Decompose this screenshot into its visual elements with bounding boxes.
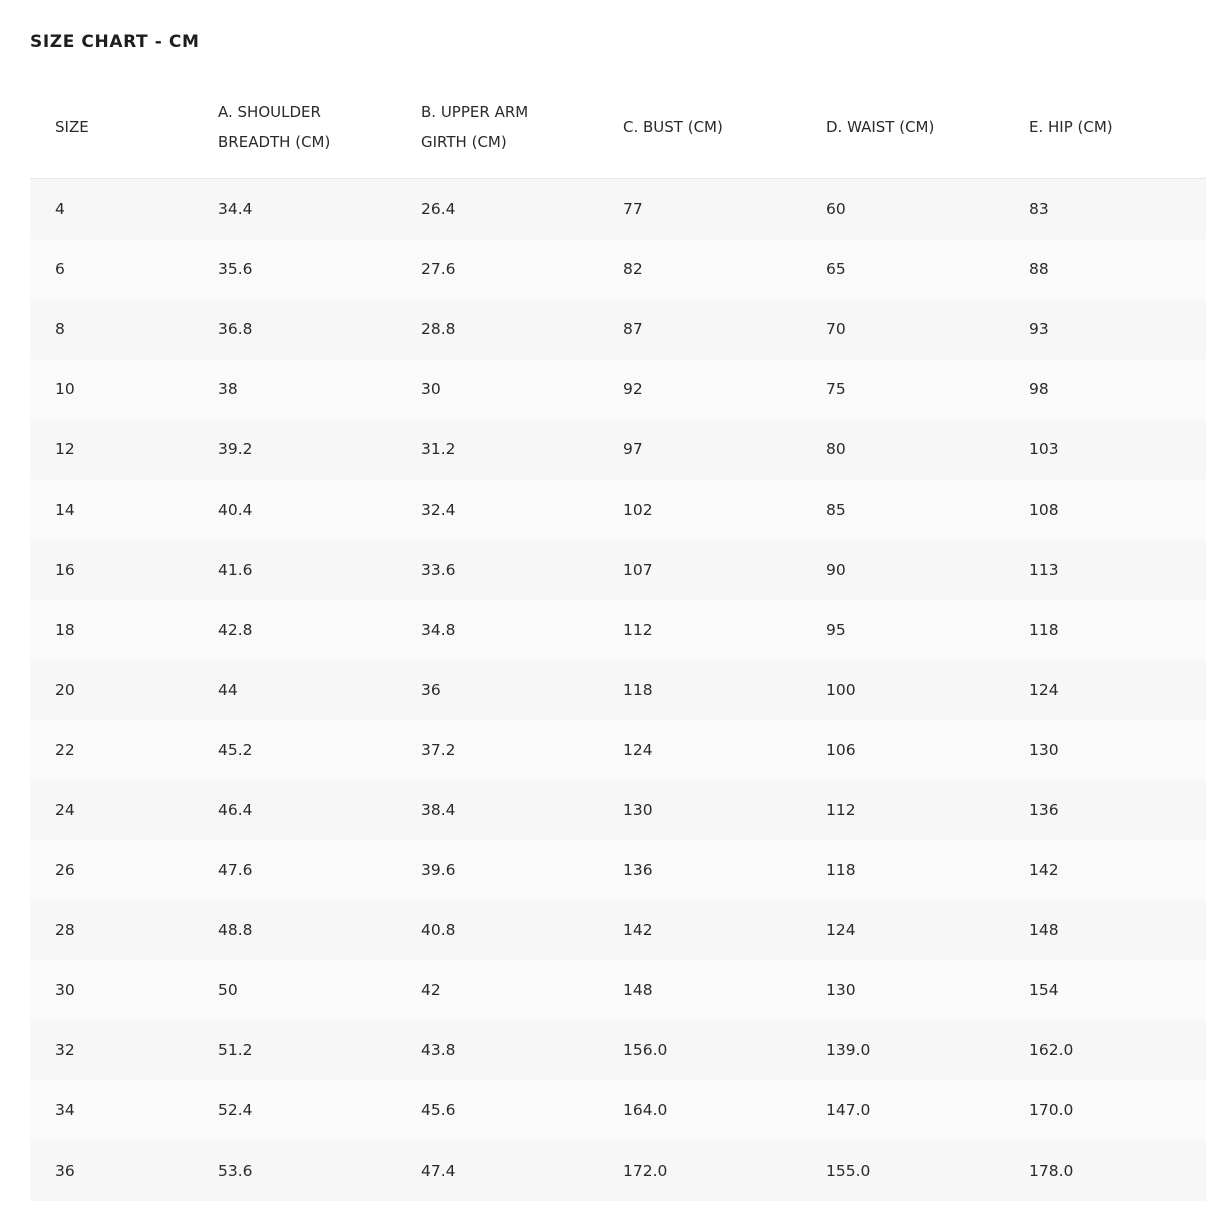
cell-hip: 124 [1029, 680, 1059, 699]
cell-hip: 83 [1029, 200, 1049, 219]
table-row [30, 900, 1206, 960]
page-title: SIZE CHART - CM [30, 32, 200, 52]
table-row [30, 179, 1206, 239]
table-row [30, 1020, 1206, 1080]
cell-hip: 93 [1029, 320, 1049, 339]
header-upper-arm-girth: B. UPPER ARM GIRTH (CM) [421, 103, 529, 151]
cell-size: 6 [55, 260, 65, 279]
table-row [30, 359, 1206, 419]
cell-bust: 97 [623, 440, 643, 459]
cell-waist: 100 [826, 680, 856, 699]
cell-bust: 164.0 [623, 1101, 668, 1120]
cell-waist: 147.0 [826, 1101, 871, 1120]
cell-bust: 130 [623, 800, 653, 819]
cell-waist: 75 [826, 380, 846, 399]
cell-waist: 90 [826, 560, 846, 579]
cell-bust: 82 [623, 260, 643, 279]
cell-hip: 136 [1029, 800, 1059, 819]
cell-bust: 172.0 [623, 1161, 668, 1180]
cell-bust: 124 [623, 740, 653, 759]
table-header-row [30, 76, 1206, 179]
table-row [30, 720, 1206, 780]
cell-waist: 112 [826, 800, 856, 819]
cell-size: 22 [55, 740, 75, 759]
table-row [30, 1080, 1206, 1140]
table-row [30, 660, 1206, 720]
cell-size: 28 [55, 921, 75, 940]
cell-hip: 103 [1029, 440, 1059, 459]
cell-bust: 136 [623, 861, 653, 880]
table-body [30, 179, 1206, 1201]
cell-upper-arm-girth: 31.2 [421, 440, 456, 459]
cell-shoulder-breadth: 52.4 [218, 1101, 253, 1120]
cell-upper-arm-girth: 43.8 [421, 1041, 456, 1060]
cell-upper-arm-girth: 28.8 [421, 320, 456, 339]
cell-bust: 87 [623, 320, 643, 339]
cell-bust: 77 [623, 200, 643, 219]
cell-waist: 80 [826, 440, 846, 459]
cell-size: 8 [55, 320, 65, 339]
cell-shoulder-breadth: 44 [218, 680, 238, 699]
cell-size: 18 [55, 620, 75, 639]
cell-size: 30 [55, 981, 75, 1000]
cell-size: 26 [55, 861, 75, 880]
cell-size: 4 [55, 200, 65, 219]
cell-upper-arm-girth: 38.4 [421, 800, 456, 819]
cell-size: 32 [55, 1041, 75, 1060]
size-chart-table [30, 76, 1206, 1201]
cell-size: 34 [55, 1101, 75, 1120]
cell-waist: 130 [826, 981, 856, 1000]
cell-shoulder-breadth: 40.4 [218, 500, 253, 519]
cell-bust: 118 [623, 680, 653, 699]
header-waist: D. WAIST (CM) [826, 118, 935, 136]
table-row [30, 840, 1206, 900]
header-shoulder-breadth: A. SHOULDER BREADTH (CM) [218, 103, 331, 151]
cell-size: 16 [55, 560, 75, 579]
cell-shoulder-breadth: 45.2 [218, 740, 253, 759]
cell-hip: 170.0 [1029, 1101, 1074, 1120]
table-row [30, 540, 1206, 600]
cell-shoulder-breadth: 34.4 [218, 200, 253, 219]
cell-hip: 162.0 [1029, 1041, 1074, 1060]
cell-upper-arm-girth: 39.6 [421, 861, 456, 880]
table-row [30, 960, 1206, 1020]
cell-bust: 156.0 [623, 1041, 668, 1060]
cell-bust: 142 [623, 921, 653, 940]
cell-upper-arm-girth: 32.4 [421, 500, 456, 519]
cell-shoulder-breadth: 48.8 [218, 921, 253, 940]
cell-shoulder-breadth: 50 [218, 981, 238, 1000]
table-row [30, 780, 1206, 840]
cell-size: 10 [55, 380, 75, 399]
cell-upper-arm-girth: 26.4 [421, 200, 456, 219]
table-row [30, 239, 1206, 299]
cell-hip: 88 [1029, 260, 1049, 279]
cell-hip: 108 [1029, 500, 1059, 519]
cell-hip: 113 [1029, 560, 1059, 579]
cell-waist: 65 [826, 260, 846, 279]
cell-upper-arm-girth: 30 [421, 380, 441, 399]
cell-bust: 92 [623, 380, 643, 399]
cell-size: 14 [55, 500, 75, 519]
cell-waist: 85 [826, 500, 846, 519]
cell-upper-arm-girth: 27.6 [421, 260, 456, 279]
cell-hip: 154 [1029, 981, 1059, 1000]
cell-waist: 95 [826, 620, 846, 639]
table-row [30, 479, 1206, 539]
cell-hip: 98 [1029, 380, 1049, 399]
cell-hip: 148 [1029, 921, 1059, 940]
cell-upper-arm-girth: 42 [421, 981, 441, 1000]
cell-shoulder-breadth: 51.2 [218, 1041, 253, 1060]
cell-bust: 112 [623, 620, 653, 639]
table-row [30, 1141, 1206, 1201]
cell-hip: 130 [1029, 740, 1059, 759]
cell-waist: 106 [826, 740, 856, 759]
cell-size: 12 [55, 440, 75, 459]
cell-shoulder-breadth: 39.2 [218, 440, 253, 459]
header-size: SIZE [55, 118, 89, 136]
cell-upper-arm-girth: 36 [421, 680, 441, 699]
cell-bust: 148 [623, 981, 653, 1000]
cell-waist: 70 [826, 320, 846, 339]
table-row [30, 600, 1206, 660]
cell-shoulder-breadth: 38 [218, 380, 238, 399]
table-row [30, 419, 1206, 479]
cell-shoulder-breadth: 46.4 [218, 800, 253, 819]
cell-upper-arm-girth: 33.6 [421, 560, 456, 579]
cell-waist: 60 [826, 200, 846, 219]
cell-hip: 178.0 [1029, 1161, 1074, 1180]
cell-waist: 139.0 [826, 1041, 871, 1060]
cell-upper-arm-girth: 45.6 [421, 1101, 456, 1120]
header-hip: E. HIP (CM) [1029, 118, 1113, 136]
cell-shoulder-breadth: 41.6 [218, 560, 253, 579]
header-bust: C. BUST (CM) [623, 118, 723, 136]
cell-upper-arm-girth: 47.4 [421, 1161, 456, 1180]
cell-bust: 102 [623, 500, 653, 519]
cell-shoulder-breadth: 35.6 [218, 260, 253, 279]
cell-waist: 155.0 [826, 1161, 871, 1180]
cell-upper-arm-girth: 34.8 [421, 620, 456, 639]
cell-shoulder-breadth: 47.6 [218, 861, 253, 880]
cell-size: 20 [55, 680, 75, 699]
cell-shoulder-breadth: 53.6 [218, 1161, 253, 1180]
cell-upper-arm-girth: 37.2 [421, 740, 456, 759]
cell-size: 36 [55, 1161, 75, 1180]
cell-shoulder-breadth: 36.8 [218, 320, 253, 339]
cell-shoulder-breadth: 42.8 [218, 620, 253, 639]
cell-upper-arm-girth: 40.8 [421, 921, 456, 940]
cell-hip: 118 [1029, 620, 1059, 639]
cell-bust: 107 [623, 560, 653, 579]
cell-hip: 142 [1029, 861, 1059, 880]
cell-waist: 124 [826, 921, 856, 940]
cell-waist: 118 [826, 861, 856, 880]
cell-size: 24 [55, 800, 75, 819]
table-row [30, 299, 1206, 359]
